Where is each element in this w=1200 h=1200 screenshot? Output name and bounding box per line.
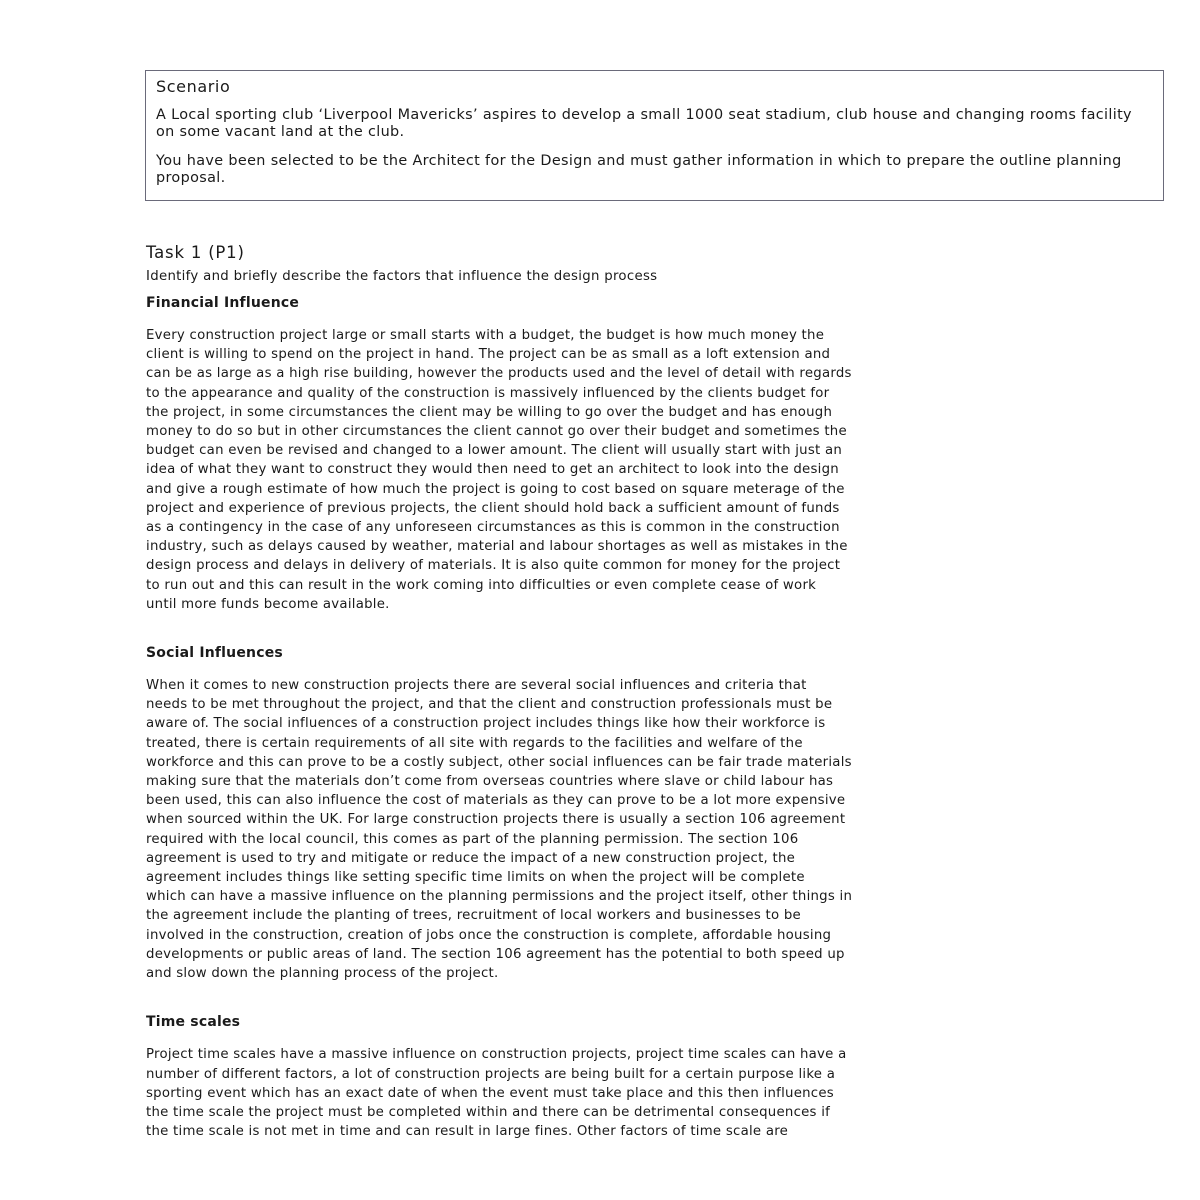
text-line: Every construction project large or small starts with a budget, the budget is how much money the: [146, 328, 825, 343]
text-line: project and experience of previous projects, the client should hold back a sufficient amount of funds: [146, 500, 840, 516]
section-body: [146, 676, 1066, 983]
text-line: as a contingency in the case of any unforeseen circumstances as this is common in the construction: [146, 520, 840, 536]
text-line: to run out and this can result in the work coming into difficulties or even complete cease of work: [146, 577, 817, 593]
text-line: which can have a massive influence on the planning permissions and the project itself, other things in: [146, 889, 853, 905]
text-line: developments or public areas of land. The section 106 agreement has the potential to both speed up: [146, 946, 845, 962]
text-line: design process and delays in delivery of materials. It is also quite common for money for the project: [146, 558, 841, 574]
text-line: aware of. The social influences of a construction project includes things like how their workforce is: [146, 716, 826, 732]
scenario-title: Scenario: [156, 77, 231, 96]
text-line: industry, such as delays caused by weather, material and labour shortages as well as mistakes in the: [146, 539, 848, 555]
task-description: Identify and briefly describe the factors that influence the design process: [146, 269, 658, 284]
scenario-paragraph: A Local sporting club ‘Liverpool Mavericks’ aspires to develop a small 1000 seat stadium, club house and changing rooms facility on some vacant land at the club.: [156, 107, 1132, 140]
text-line: number of different factors, a lot of construction projects are being built for a certain purpose like a: [146, 1066, 836, 1082]
text-line: money to do so but in other circumstances the client cannot go over their budget and sometimes the: [146, 424, 847, 440]
section-heading: Social Influences: [146, 645, 283, 662]
text-line: treated, there is certain requirements of all site with regards to the facilities and welfare of the: [146, 735, 803, 751]
text-line: When it comes to new construction projects there are several social influences and criteria that: [146, 678, 807, 694]
text-line: budget can even be revised and changed to a lower amount. The client will usually start with just an: [146, 443, 843, 459]
section-financial-influence: [146, 294, 1066, 614]
text-line: idea of what they want to construct they would then need to get an architect to look into the design: [146, 462, 839, 478]
text-line: the agreement include the planting of trees, recruitment of local workers and businesses to be: [146, 908, 801, 924]
scenario-paragraph: You have been selected to be the Architect for the Design and must gather information in which to prepare the outline planning proposal.: [156, 153, 1122, 186]
scenario-box: [145, 70, 1164, 201]
text-line: agreement is used to try and mitigate or reduce the impact of a new construction project, the: [146, 850, 796, 866]
section-body: [146, 1045, 1066, 1141]
text-line: sporting event which has an exact date of when the event must take place and this then influences: [146, 1085, 834, 1101]
text-line: workforce and this can prove to be a costly subject, other social influences can be fair trade materials: [146, 754, 852, 770]
text-line: to the appearance and quality of the construction is massively influenced by the clients budget for: [146, 385, 830, 401]
text-line: been used, this can also influence the cost of materials as they can prove to be a lot more expensive: [146, 793, 846, 809]
text-line: involved in the construction, creation of jobs once the construction is complete, affordable housing: [146, 927, 832, 943]
section-social-influences: [146, 644, 1066, 983]
text-line: Project time scales have a massive influence on construction projects, project time scales can have a: [146, 1047, 847, 1063]
section-body: [146, 326, 1066, 614]
text-line: the time scale is not met in time and can result in large fines. Other factors of time scale are: [146, 1124, 789, 1140]
text-line: required with the local council, this comes as part of the planning permission. The section 106: [146, 831, 799, 847]
task-content: [146, 243, 1066, 1141]
text-line: the project, in some circumstances the client may be willing to go over the budget and has enough: [146, 404, 833, 420]
text-line: and give a rough estimate of how much the project is going to cost based on square meterage of the: [146, 481, 845, 497]
text-line: needs to be met throughout the project, and that the client and construction professionals must be: [146, 697, 833, 713]
text-line: client is willing to spend on the project in hand. The project can be as small as a loft extension and: [146, 347, 831, 363]
section-time-scales: [146, 1013, 1066, 1141]
text-line: the time scale the project must be completed within and there can be detrimental consequences if: [146, 1104, 831, 1120]
text-line: until more funds become available.: [146, 596, 390, 612]
text-line: agreement includes things like setting specific time limits on when the project will be complete: [146, 870, 805, 886]
text-line: can be as large as a high rise building, however the products used and the level of detail with regards: [146, 366, 852, 382]
text-line: when sourced within the UK. For large construction projects there is usually a section 106 agreement: [146, 812, 846, 828]
section-heading: Financial Influence: [146, 295, 300, 311]
task-title: Task 1 (P1): [146, 243, 245, 262]
text-line: and slow down the planning process of the project.: [146, 966, 499, 982]
section-heading: Time scales: [146, 1014, 241, 1031]
text-line: making sure that the materials don’t come from overseas countries where slave or child labour has: [146, 774, 834, 790]
